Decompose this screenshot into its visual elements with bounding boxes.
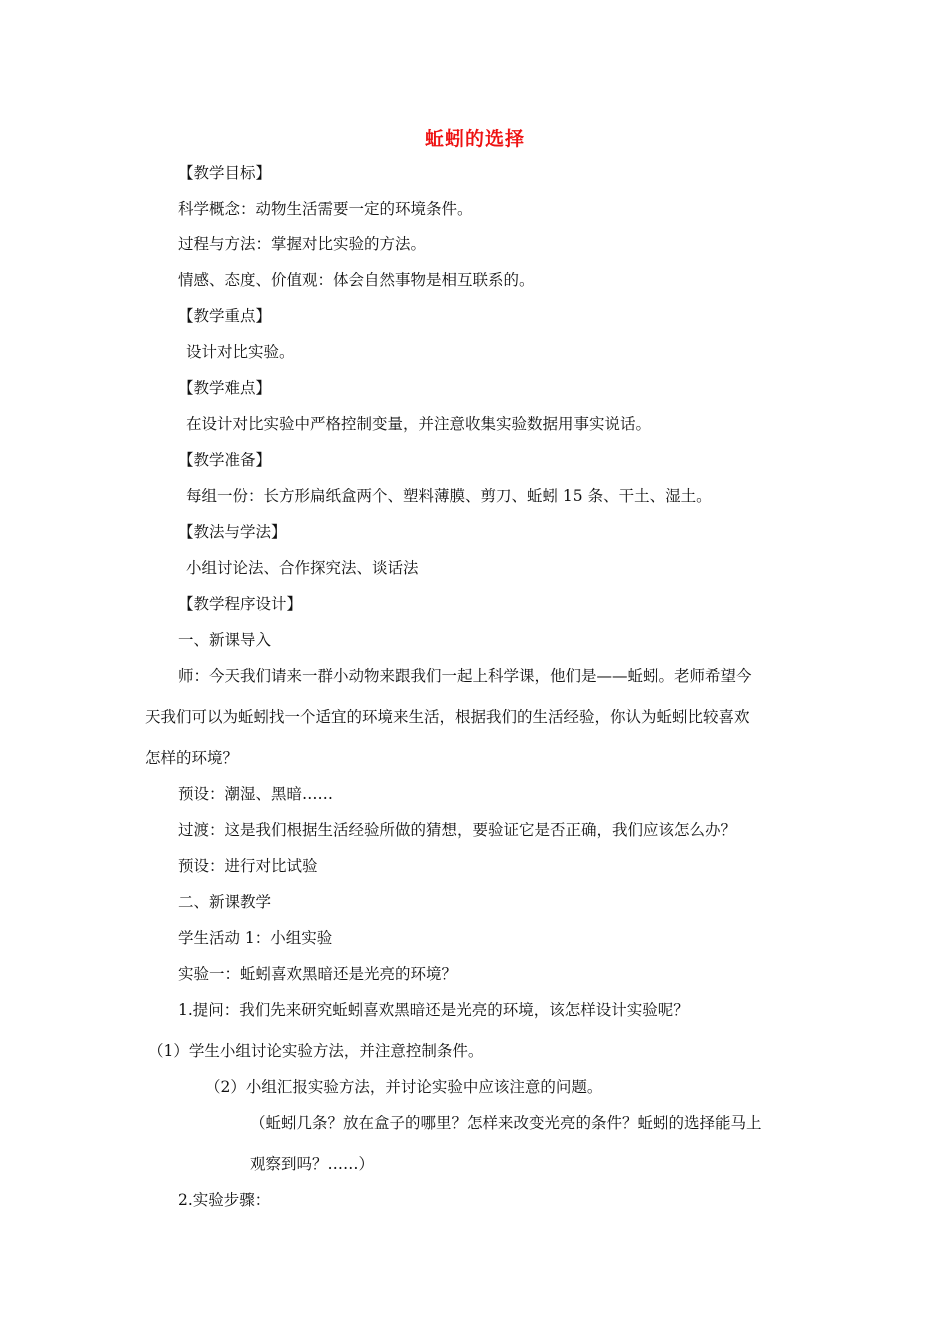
objective-concept: 科学概念：动物生活需要一定的环境条件。 bbox=[178, 200, 473, 218]
teacher-paragraph-line-2: 天我们可以为蚯蚓找一个适宜的环境来生活，根据我们的生活经验，你认为蚯蚓比较喜欢 bbox=[145, 708, 750, 726]
preparation-text: 每组一份：长方形扁纸盒两个、塑料薄膜、剪刀、蚯蚓 15 条、干土、湿土。 bbox=[186, 487, 712, 505]
heading-methods: 【教法与学法】 bbox=[178, 523, 287, 541]
heading-objectives: 【教学目标】 bbox=[178, 164, 272, 182]
point-1: （1）学生小组讨论实验方法，并注意控制条件。 bbox=[148, 1042, 484, 1060]
heading-procedure: 【教学程序设计】 bbox=[178, 595, 303, 613]
point-3-line-1: （蚯蚓几条？放在盒子的哪里？怎样来改变光亮的条件？蚯蚓的选择能马上 bbox=[250, 1114, 762, 1132]
section-2-title: 二、新课教学 bbox=[178, 893, 272, 911]
student-activity-1: 学生活动 1：小组实验 bbox=[178, 929, 333, 947]
teacher-paragraph-line-1: 师：今天我们请来一群小动物来跟我们一起上科学课，他们是——蚯蚓。老师希望今 bbox=[178, 667, 752, 685]
objective-emotion: 情感、态度、价值观：体会自然事物是相互联系的。 bbox=[178, 271, 535, 289]
heading-focus: 【教学重点】 bbox=[178, 307, 272, 325]
question-1: 1.提问：我们先来研究蚯蚓喜欢黑暗还是光亮的环境，该怎样设计实验呢？ bbox=[178, 1001, 689, 1019]
point-3-line-2: 观察到吗？……） bbox=[250, 1155, 375, 1173]
preset-1: 预设：潮湿、黑暗…… bbox=[178, 785, 334, 803]
document-title: 蚯蚓的选择 bbox=[424, 128, 525, 150]
preset-2: 预设：进行对比试验 bbox=[178, 857, 318, 875]
transition-text: 过渡：这是我们根据生活经验所做的猜想，要验证它是否正确，我们应该怎么办？ bbox=[178, 821, 737, 839]
point-2: （2）小组汇报实验方法，并讨论实验中应该注意的问题。 bbox=[205, 1078, 603, 1096]
section-1-title: 一、新课导入 bbox=[178, 631, 272, 649]
experiment-1: 实验一：蚯蚓喜欢黑暗还是光亮的环境？ bbox=[178, 965, 458, 983]
steps-heading: 2.实验步骤： bbox=[178, 1191, 271, 1209]
teacher-paragraph-line-3: 怎样的环境？ bbox=[145, 749, 239, 767]
focus-text: 设计对比实验。 bbox=[186, 343, 295, 361]
objective-process: 过程与方法：掌握对比实验的方法。 bbox=[178, 235, 427, 253]
heading-preparation: 【教学准备】 bbox=[178, 451, 272, 469]
methods-text: 小组讨论法、合作探究法、谈话法 bbox=[186, 559, 419, 577]
difficulty-text: 在设计对比实验中严格控制变量，并注意收集实验数据用事实说话。 bbox=[186, 415, 652, 433]
heading-difficulty: 【教学难点】 bbox=[178, 379, 272, 397]
